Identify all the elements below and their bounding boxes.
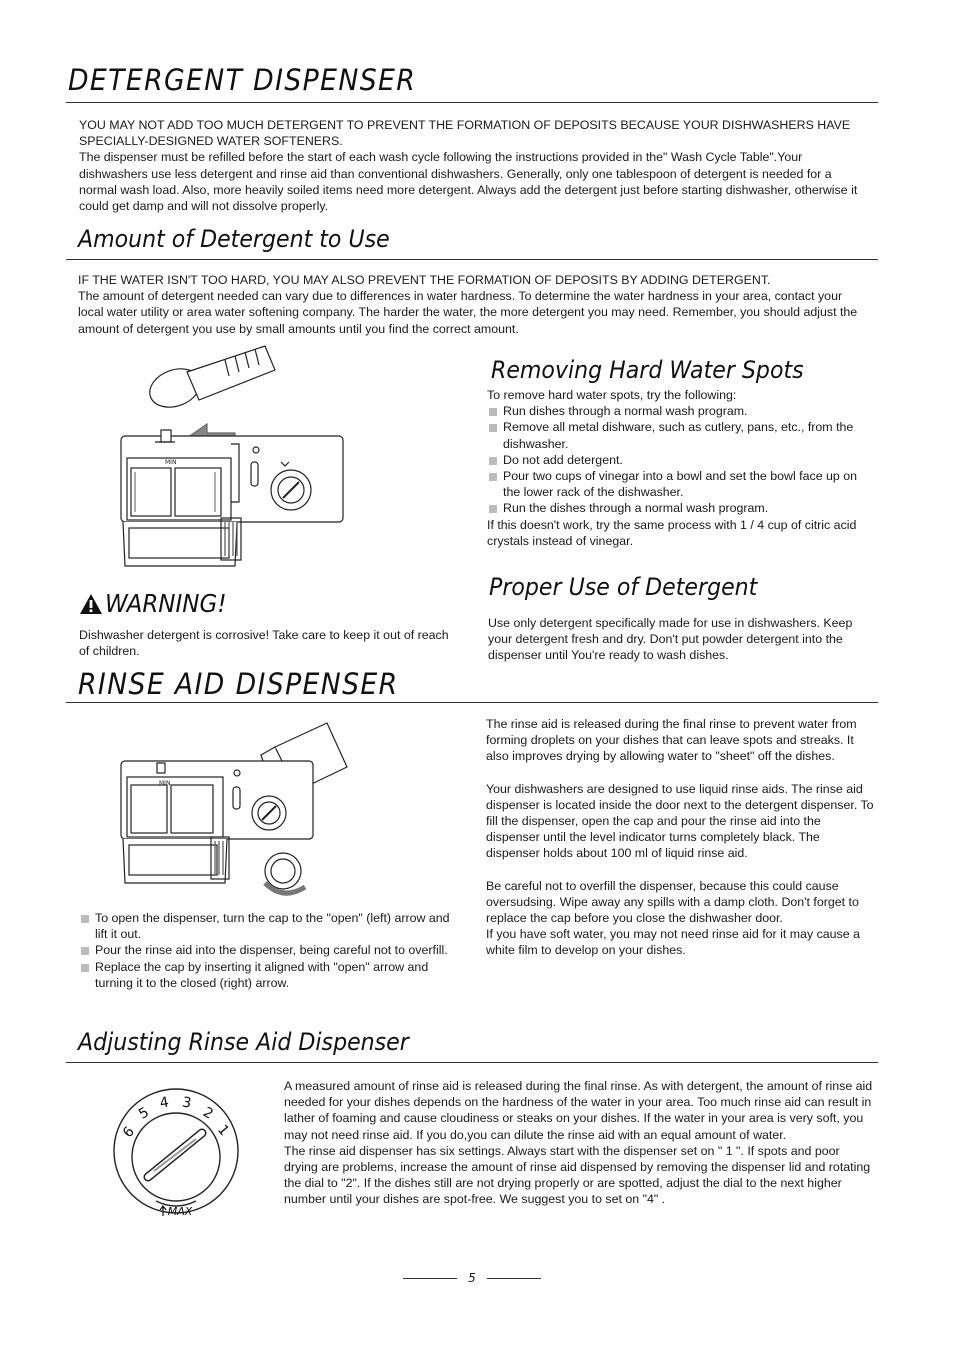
list-item: Do not add detergent. (487, 452, 872, 468)
detergent-body: The dispenser must be refilled before the start of each wash cycle following the instructions provided in the" Wash Cycle Table".Your dishwashers use less detergent and rinse aid than conventional dishwashers. Generally, only one tablespoon of detergent is needed for a normal wash load. Also, more heavily soiled items need more detergent. Always add the detergent just before starting dishwasher, otherwise it could get damp and will not dissolve properly. (79, 150, 858, 214)
footer-rule-right (487, 1278, 541, 1279)
dial-number: 5 (136, 1104, 152, 1123)
section-title-adjusting-rinse-aid: Adjusting Rinse Aid Dispenser (78, 1028, 409, 1056)
rinse-aid-steps (74, 910, 451, 991)
proper-use-body: Use only detergent specifically made for use in dishwashers. Keep your detergent fresh and dry. Don't put powder detergent into the dispenser until You're ready to wash dishes. (488, 616, 853, 663)
rinse-aid-dispenser-illustration (115, 715, 355, 910)
list-item: To open the dispenser, turn the cap to the "open" (left) arrow and lift it out. (74, 910, 451, 942)
dial-max-label: MAX (167, 1205, 193, 1218)
section-title-hard-water-spots: Removing Hard Water Spots (491, 356, 804, 384)
amount-text-block (78, 272, 868, 337)
adjust-text-block (284, 1078, 876, 1208)
section-title-rinse-aid-dispenser: RINSE AID DISPENSER (78, 667, 399, 701)
hard-water-steps (487, 403, 872, 516)
dispenser-min-label: MIN (159, 780, 171, 787)
list-item: Replace the cap by inserting it aligned with "open" arrow and turning it to the closed (right) arrow. (74, 959, 451, 991)
section-divider (66, 259, 878, 260)
hard-water-text-block (487, 387, 872, 549)
detergent-text-block (79, 117, 869, 214)
rinse-aid-dial-illustration (110, 1085, 242, 1221)
section-title-detergent-dispenser: DETERGENT DISPENSER (68, 63, 417, 97)
amount-notice: IF THE WATER ISN'T TOO HARD, YOU MAY ALSO PREVENT THE FORMATION OF DEPOSITS BY ADDING DETERGENT. (78, 273, 771, 287)
dial-number: 1 (214, 1121, 233, 1139)
amount-body: The amount of detergent needed can vary due to differences in water hardness. To determine the water hardness in your area, contact your local water utility or area water softening company. The harder the water, the more detergent you may need. Remember, you should adjust the amount of detergent you use by small amounts until you find the correct amount. (78, 289, 858, 336)
rinse-aid-p4: If you have soft water, you may not need rinse aid for it may cause a white film to develop on your dishes. (486, 927, 860, 958)
hard-water-intro: To remove hard water spots, try the following: (487, 388, 737, 402)
adjust-p1: A measured amount of rinse aid is released during the final rinse. As with detergent, the amount of rinse aid needed for your dishes depends on the hardness of the water in your area. Too much rinse aid can result in lather of foaming and cause cloudiness or steaks on your dishes. If the water in your area is very soft, you may not need rinse aid. If you do,you can dilute the rinse aid with an equal amount of water. (284, 1079, 873, 1142)
footer-rule-left (403, 1278, 457, 1279)
dial-number: 6 (119, 1123, 138, 1141)
dial-number: 4 (158, 1094, 171, 1112)
warning-triangle-icon (79, 593, 103, 615)
list-item: Remove all metal dishware, such as cutlery, pans, etc., from the dishwasher. (487, 419, 872, 451)
warning-title: WARNING! (105, 589, 227, 618)
warning-heading (79, 591, 237, 616)
rinse-aid-p3: Be careful not to overfill the dispenser, because this could cause oversudsing. Wipe away any spills with a damp cloth. Don't forget to replace the cap before you close the dishwasher door. (486, 878, 859, 926)
section-divider (66, 1062, 878, 1063)
section-title-proper-use: Proper Use of Detergent (489, 573, 758, 601)
rinse-aid-text-block (486, 716, 874, 959)
list-item: Run the dishes through a normal wash program. (487, 500, 872, 516)
hard-water-outro: If this doesn't work, try the same process with 1 / 4 cup of citric acid crystals instead of vinegar. (487, 517, 857, 548)
section-title-amount-of-detergent: Amount of Detergent to Use (78, 225, 390, 253)
detergent-notice: YOU MAY NOT ADD TOO MUCH DETERGENT TO PREVENT THE FORMATION OF DEPOSITS BECAUSE YOUR DISHWASHERS HAVE SPECIALLY-DESIGNED WATER SOFTENERS. (79, 118, 851, 149)
page-number: 5 (468, 1271, 476, 1285)
dial-number: 3 (180, 1094, 193, 1112)
list-item: Pour the rinse aid into the dispenser, being careful not to overfill. (74, 942, 451, 958)
warning-body: Dishwasher detergent is corrosive! Take care to keep it out of reach of children. (79, 628, 449, 659)
section-divider (66, 102, 878, 103)
adjust-p2: The rinse aid dispenser has six settings. Always start with the dispenser set on " 1 ". If spots and poor drying are problems, increase the amount of rinse aid dispensed by removing the dispenser lid and rotating the dial to "2". If the dishes still are not drying properly or are spotted, adjust the dial to the next higher number until your dishes are spot-free. We suggest you to set on "4" . (284, 1143, 871, 1207)
rinse-aid-steps-block (79, 910, 451, 991)
rinse-aid-p1: The rinse aid is released during the final rinse to prevent water from forming droplets on your dishes that can leave spots and streaks. It also improves drying by allowing water to "sheet" off the dishes. (486, 717, 857, 764)
list-item: Run dishes through a normal wash program. (487, 403, 872, 419)
dial-number: 2 (200, 1104, 216, 1123)
list-item: Pour two cups of vinegar into a bowl and set the bowl face up on the lower rack of the dishwasher. (487, 468, 872, 500)
rinse-aid-p2: Your dishwashers are designed to use liquid rinse aids. The rinse aid dispenser is located inside the door next to the detergent dispenser. To fill the dispenser, open the cap and pour the rinse aid into the dispenser until the level indicator turns completely black. The dispenser holds about 100 ml of liquid rinse aid. (486, 781, 874, 861)
dispenser-min-label: MIN (165, 459, 177, 466)
detergent-dispenser-illustration (115, 340, 355, 572)
section-divider (66, 702, 878, 703)
